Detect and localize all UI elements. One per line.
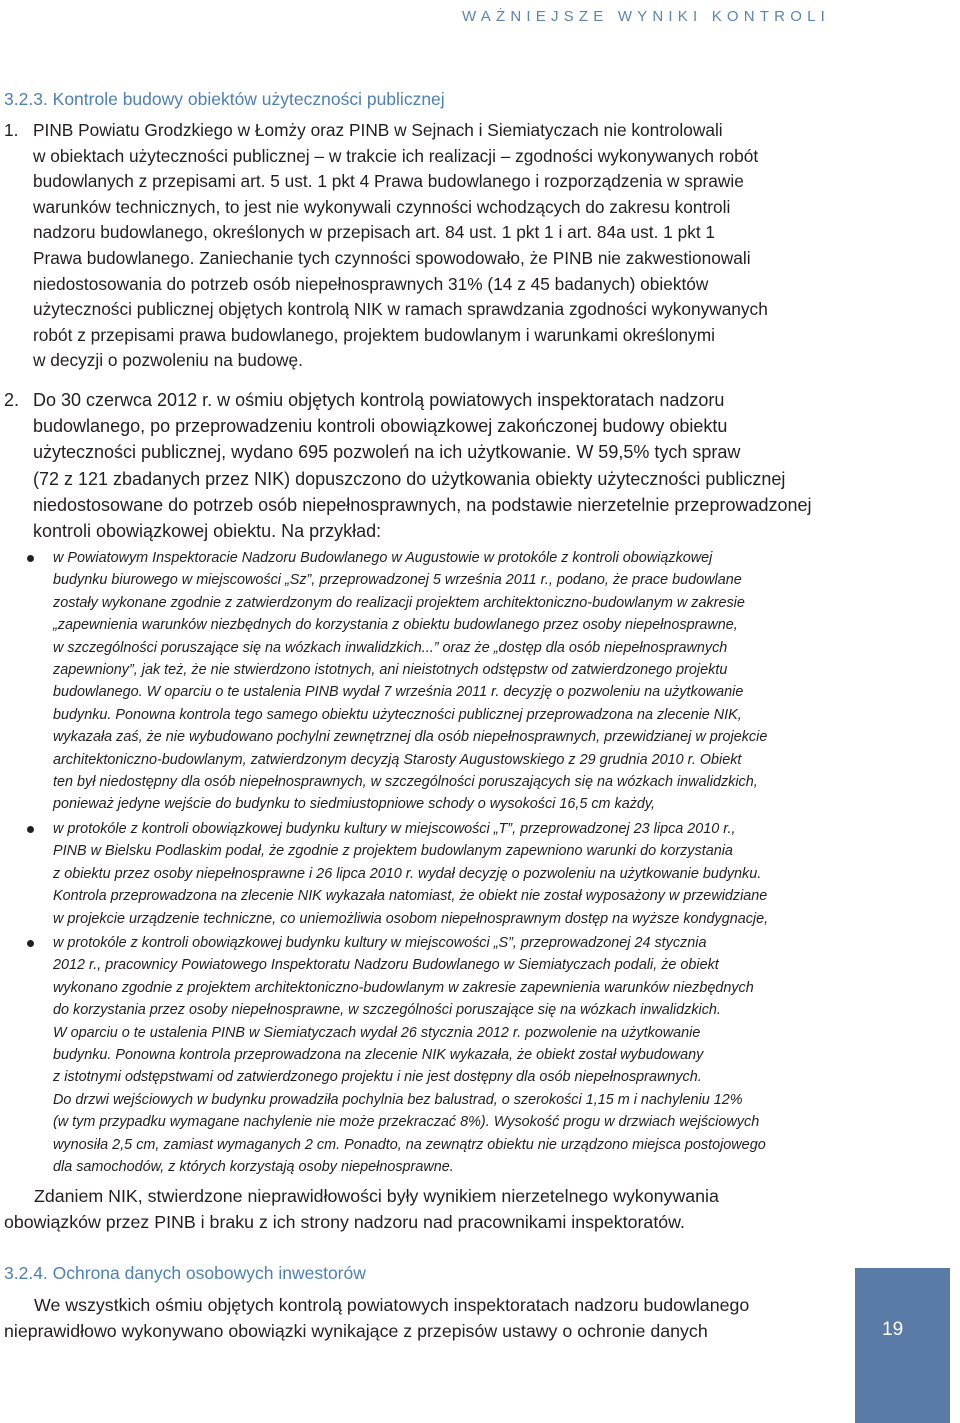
text-line: w obiektach użyteczności publicznej – w trakcie ich realizacji – zgodności wykonywanych robót	[33, 145, 759, 166]
item-number: 1.	[4, 120, 19, 140]
text-line: nadzoru budowlanego, określonych w przepisach art. 84 ust. 1 pkt 1 i art. 84a ust. 1 pkt 1	[33, 222, 716, 243]
text-line: wynosiła 2,5 cm, zamiast wymaganych 2 cm. Ponadto, na zewnątrz obiektu nie urządzono miejsca postojowego	[53, 1136, 766, 1153]
text-line: (w tym przypadku wymagane nachylenie nie może przekraczać 8%). Wysokość progu w drzwiach wejściowych	[53, 1114, 760, 1131]
text-line: do korzystania przez osoby niepełnosprawne, w szczególności poruszające się na wózkach inwalidzkich.	[53, 1002, 721, 1019]
text-line: zostały wykonane zgodnie z zatwierdzonym do realizacji projektem architektoniczno-budowlanym w zakresie	[53, 594, 745, 611]
text-line: w protokóle z kontroli obowiązkowej budynku kultury w miejscowości „T”, przeprowadzonej 23 lipca 2010 r.,	[53, 821, 736, 837]
text-line: użyteczności publicznej, wydano 695 pozwoleń na ich użytkowanie. W 59,5% tych spraw	[33, 442, 741, 463]
text-line: w decyzji o pozwoleniu na budowę.	[33, 350, 303, 371]
text-line: budowlanego, po przeprowadzeniu kontroli obowiązkowej zakończonej budowy obiektu	[33, 416, 728, 437]
text-line: PINB Powiatu Grodzkiego w Łomży oraz PINB w Sejnach i Siemiatyczach nie kontrolowali	[33, 120, 723, 140]
text-line: niedostosowane do potrzeb osób niepełnosprawnych, na podstawie nierzetelnie przeprowadzonej	[33, 494, 812, 515]
summary-paragraph	[4, 1183, 840, 1235]
text-line: w Powiatowym Inspektoracie Nadzoru Budowlanego w Augustowie w protokóle z kontroli obowiązkowej	[53, 550, 713, 566]
bullet-dot	[27, 555, 34, 562]
text-line: Do drzwi wejściowych w budynku prowadziła pochylnia bez balustrad, o szerokości 1,15 m i nachyleniu 12%	[53, 1091, 743, 1108]
text-line: architektoniczno-budowlanym, zatwierdzonym decyzją Starosty Augustowskiego z 29 grudnia 2010 r. Obiekt	[53, 751, 742, 768]
text-line: ponieważ jedyne wejście do budynku to siedmiustopniowe schody o wysokości 16,5 cm każdy,	[53, 796, 656, 813]
text-line: „zapewnienia warunków niezbędnych do korzystania z obiektu budowlanego przez osoby niepełnosprawne,	[53, 617, 738, 634]
text-line: (72 z 121 zbadanych przez NIK) dopuszczono do użytkowania obiekty użyteczności publicznej	[33, 468, 786, 489]
text-line: 2012 r., pracownicy Powiatowego Inspektoratu Nadzoru Budowlanego w Siemiatyczach podali, że obiekt	[53, 957, 719, 974]
page-number: 19	[882, 1319, 904, 1340]
section-heading-3-2-4: 3.2.4. Ochrona danych osobowych inwestorów	[4, 1263, 366, 1283]
running-header: WAŻNIEJSZE WYNIKI KONTROLI	[462, 8, 830, 25]
text-line: Prawa budowlanego. Zaniechanie tych czynności spowodowało, że PINB nie zakwestionowali	[33, 247, 751, 268]
text-line: w protokóle z kontroli obowiązkowej budynku kultury w miejscowości „S”, przeprowadzonej 24 stycznia	[53, 935, 707, 951]
text-line: niedostosowania do potrzeb osób niepełnosprawnych 31% (14 z 45 badanych) obiektów	[33, 273, 709, 294]
section-heading-3-2-3: 3.2.3. Kontrole budowy obiektów użyteczności publicznej	[4, 89, 445, 109]
bullet-dot	[27, 940, 34, 947]
text-line: PINB w Bielsku Podlaskim podał, że zgodnie z projektem budowlanym zapewniono warunki do korzystania	[53, 843, 733, 860]
list-item	[53, 547, 839, 816]
text-line: We wszystkich ośmiu objętych kontrolą powiatowych inspektoratach nadzoru budowlanego	[34, 1295, 750, 1315]
text-line: Zdaniem NIK, stwierdzone nieprawidłowości były wynikiem nierzetelnego wykonywania	[34, 1186, 719, 1206]
text-line: w projekcie urządzenie techniczne, co uniemożliwia osobom niepełnosprawnym dostęp na wyższe kondygnacje,	[53, 910, 769, 927]
text-line: budynku. Ponowna kontrola przeprowadzona na zlecenie NIK wykazała, że obiekt został wybudowany	[53, 1047, 704, 1064]
text-line: z istotnymi odstępstwami od zatwierdzonego projektu i nie jest dostępny dla osób niepełnosprawnych.	[53, 1069, 702, 1086]
text-line: w szczególności poruszające się na wózkach inwalidzkich...” oraz że „dostęp dla osób niepełnosprawnych	[53, 639, 728, 656]
text-line: wykazała zaś, że nie wybudowano pochylni zewnętrznej dla osób niepełnosprawnych, przewidzianej w projekcie	[53, 729, 768, 746]
list-item	[53, 932, 839, 1178]
text-line: użyteczności publicznej objętych kontrolą NIK w ramach sprawdzania zgodności wykonywanych	[33, 299, 768, 320]
text-line: nieprawidłowo wykonywano obowiązki wynikające z przepisów ustawy o ochronie danych	[4, 1321, 708, 1341]
text-line: W oparciu o te ustalenia PINB w Siemiatyczach wydał 26 stycznia 2012 r. pozwolenie na użytkowanie	[53, 1024, 701, 1041]
text-line: dla samochodów, z których korzystają osoby niepełnosprawne.	[53, 1159, 454, 1176]
text-line: warunków technicznych, to jest nie wykonywali czynności wchodzących do zakresu kontroli	[33, 196, 731, 217]
text-line: Do 30 czerwca 2012 r. w ośmiu objętych kontrolą powiatowych inspektoratach nadzoru	[33, 390, 725, 410]
text-line: budynku biurowego w miejscowości „Sz”, przeprowadzonej 5 września 2011 r., podano, że prace budowlane	[53, 572, 742, 589]
text-line: budowlanego. W oparciu o te ustalenia PINB wydał 7 września 2011 r. decyzję o pozwoleniu na użytkowanie	[53, 684, 744, 701]
text-line: ten był niedostępny dla osób niepełnosprawnych, w szczególności poruszających się na wózkach inwalidzkich,	[53, 774, 758, 791]
bullet-dot	[27, 826, 34, 833]
text-line: robót z przepisami prawa budowlanego, projektem budowlanym i warunkami określonymi	[33, 324, 715, 345]
text-line: zapewniony”, jak też, że nie stwierdzono istotnych, ani nieistotnych odstępstw od zatwierdzonego projektu	[53, 662, 728, 679]
text-line: kontroli obowiązkowej obiektu. Na przykład:	[33, 521, 382, 542]
text-line: obowiązków przez PINB i braku z ich strony nadzoru nad pracownikami inspektoratów.	[4, 1212, 685, 1232]
item-2-text	[33, 387, 839, 544]
item-1-text	[33, 118, 839, 374]
text-line: budowlanych z przepisami art. 5 ust. 1 pkt 4 Prawa budowlanego i rozporządzenia w sprawie	[33, 171, 744, 192]
text-line: Kontrola przeprowadzona na zlecenie NIK wykazała natomiast, że obiekt nie został wyposażony w przewidziane	[53, 888, 768, 905]
list-item	[53, 818, 839, 930]
item-number: 2.	[4, 390, 20, 410]
page-number-tab	[855, 1268, 950, 1423]
section-3-2-4-text	[4, 1292, 840, 1344]
text-line: wykonano zgodnie z projektem architektoniczno-budowlanym w zakresie zapewnienia warunków niezbędnych	[53, 979, 754, 996]
text-line: budynku. Ponowna kontrola tego samego obiektu użyteczności publicznej przeprowadzona na zlecenie NIK,	[53, 706, 742, 723]
text-line: z obiektu przez osoby niepełnosprawne i 26 lipca 2010 r. wydał decyzję o pozwoleniu na użytkowanie budynku.	[53, 865, 762, 882]
